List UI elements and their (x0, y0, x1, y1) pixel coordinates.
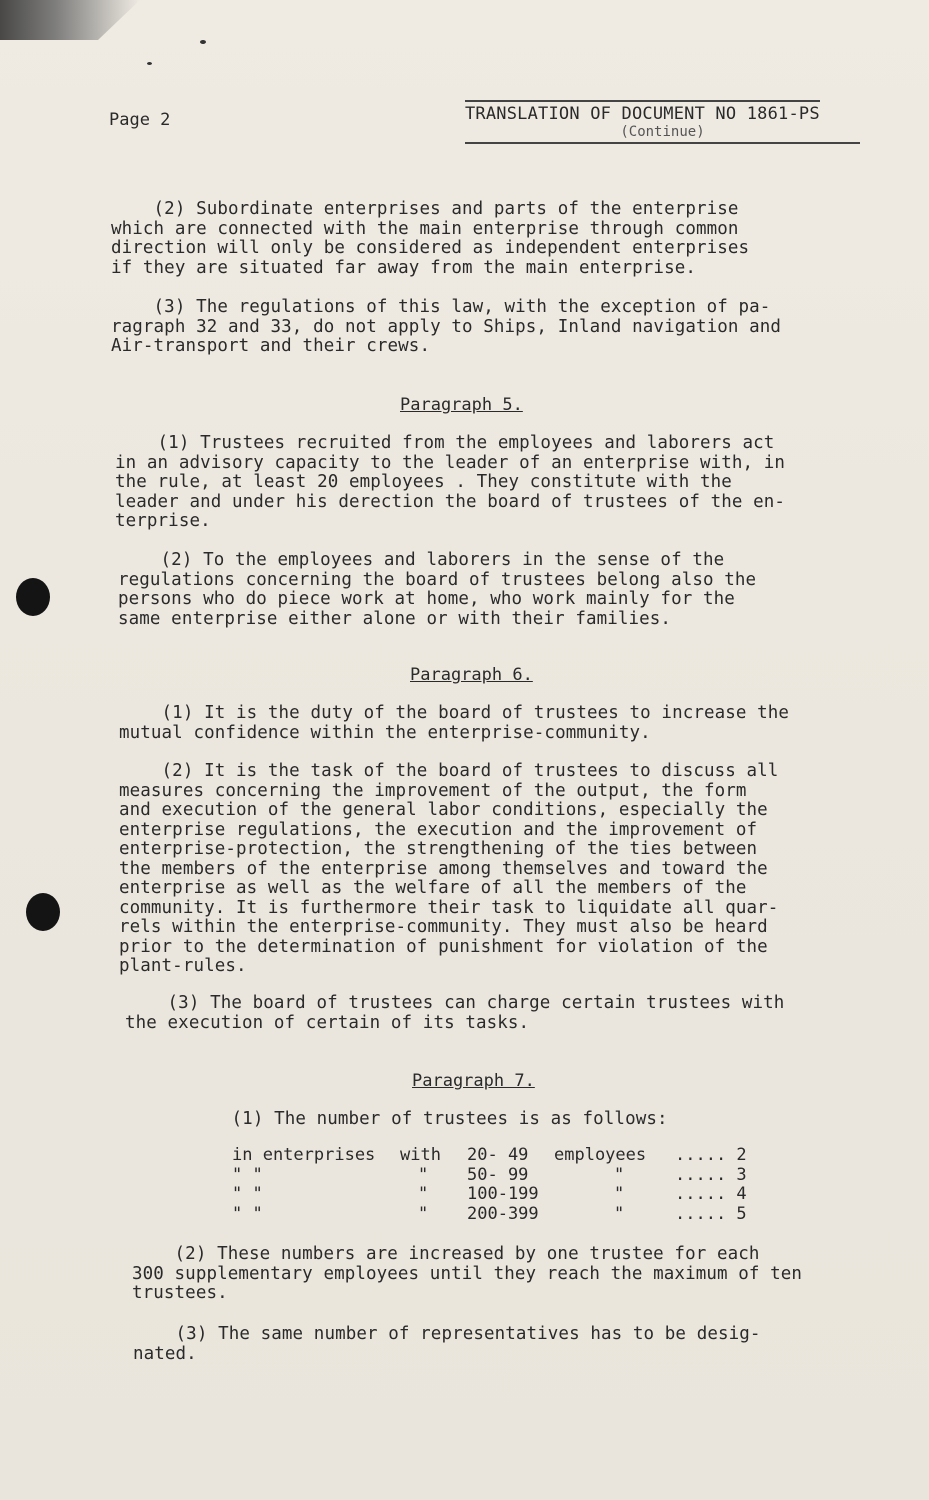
paragraph-5-clause-2: (2) To the employees and laborers in the sense of the regulations concerning the board of trustees belong also the persons who do piece work at home, who work mainly for the same enterprise either alone or with their families. (118, 550, 757, 629)
ink-speck (200, 40, 206, 44)
table-cell: " (614, 1203, 625, 1224)
paragraph-6-clause-2: (2) It is the task of the board of trustees to discuss all measures concerning the improvement of the output, the form and execution of the general labor conditions, especially the enterprise regulations, the execution and the improvement of enterprise-protection, the strengthening of the ties between the members of the enterprise among themselves and toward the enterprise as well as the welfare of all the members of the community. It is furthermore their task to liquidate all quar- rels within the enterprise-community. They must also be heard prior to the determination of punishment for violation of the plant-rules. (119, 761, 779, 976)
heading-paragraph-5: Paragraph 5. (400, 395, 523, 415)
table-cell: " (418, 1184, 429, 1204)
paragraph-6-clause-1: (1) It is the duty of the board of trustees to increase the mutual confidence within the enterprise-community. (119, 703, 790, 743)
table-cell: " (418, 1203, 429, 1224)
table-cell: 20- 49 (467, 1145, 529, 1165)
paragraph-7-clause-2: (2) These numbers are increased by one trustee for each 300 supplementary employees until they reach the maximum of ten trustees. (132, 1244, 803, 1303)
table-cell: ..... 4 (675, 1184, 747, 1204)
table-cell: ..... 2 (675, 1145, 747, 1165)
punch-hole-top (16, 578, 50, 616)
paragraph-7-clause-3: (3) The same number of representatives has to be desig- nated. (133, 1324, 761, 1364)
heading-paragraph-7: Paragraph 7. (412, 1071, 535, 1091)
table-cell: 50- 99 (467, 1164, 529, 1185)
table-cell: with (400, 1145, 441, 1165)
table-cell: " " (232, 1164, 263, 1185)
paragraph-4-clause-3: (3) The regulations of this law, with the exception of pa- ragraph 32 and 33, do not apply to Ships, Inland navigation and Air-transport and their crews. (111, 297, 782, 356)
table-cell: " " (232, 1184, 263, 1204)
table-cell: ..... 3 (675, 1164, 747, 1185)
punch-hole-bottom (26, 893, 60, 931)
document-subtitle: (Continue) (465, 124, 860, 144)
ink-speck (147, 62, 152, 65)
table-cell: " (614, 1164, 625, 1185)
paragraph-7-clause-1: (1) The number of trustees is as follows: (189, 1109, 668, 1129)
document-header (465, 100, 860, 144)
table-cell: 200-399 (467, 1203, 539, 1224)
table-cell: in enterprises (232, 1145, 376, 1165)
paragraph-4-clause-2: (2) Subordinate enterprises and parts of the enterprise which are connected with the main enterprise through common direction will only be considered as independent enterprises if they are situated far away from the main enterprise. (111, 199, 750, 278)
document-title: TRANSLATION OF DOCUMENT NO 1861-PS (465, 100, 820, 124)
table-cell: " (614, 1184, 625, 1204)
paragraph-6-clause-3: (3) The board of trustees can charge certain trustees with the execution of certain of its tasks. (125, 993, 785, 1033)
table-cell: employees (554, 1145, 647, 1165)
paragraph-5-clause-1: (1) Trustees recruited from the employees and laborers act in an advisory capacity to the leader of an enterprise with, in the rule, at least 20 employees . They constitute with the leader and under his derection the board of trustees of the en- terprise. (115, 433, 786, 531)
heading-paragraph-6: Paragraph 6. (410, 665, 533, 685)
page-number: Page 2 (109, 110, 171, 130)
table-cell: ..... 5 (675, 1203, 747, 1224)
scan-corner-shadow (0, 0, 140, 40)
table-cell: " " (232, 1203, 263, 1224)
table-cell: " (418, 1164, 429, 1185)
table-cell: 100-199 (467, 1184, 539, 1204)
